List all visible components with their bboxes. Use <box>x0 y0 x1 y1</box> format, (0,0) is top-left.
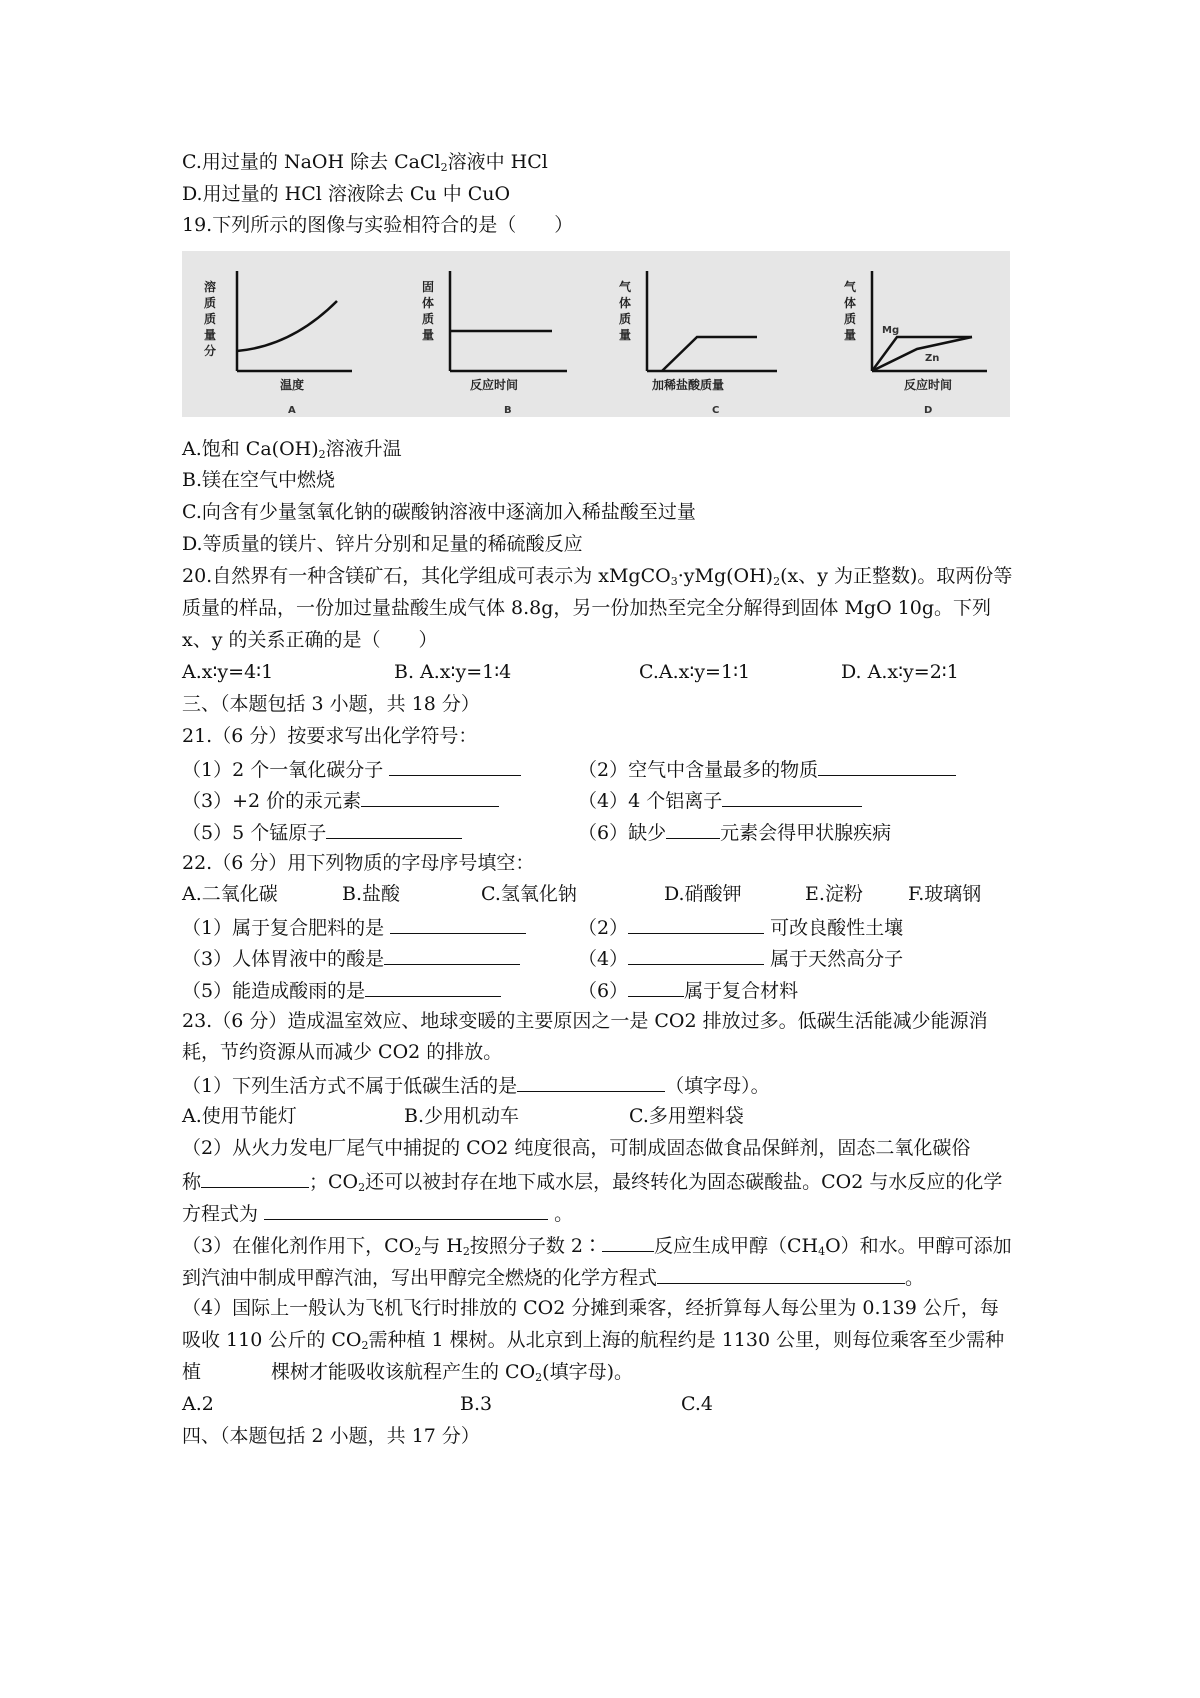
q21-row3: （5）5 个锰原子 （6）缺少 元素会得甲状腺疾病 <box>182 819 462 845</box>
q22-row3: （5）能造成酸雨的是 （6） 属于复合材料 <box>182 977 501 1003</box>
q20-line2: 质量的样品，一份加过量盐酸生成气体 8.8g，另一份加热至完全分解得到固体 MgO 10g。下列 <box>182 597 992 619</box>
q23-part4-line3: 植 棵树才能吸收该航程产生的 $CO_2$(填字母)。 <box>182 1361 633 1384</box>
q22-choice-a: A.二氧化碳 <box>182 883 278 905</box>
q19-option-d: D.等质量的镁片、锌片分别和足量的稀硫酸反应 <box>182 533 583 555</box>
q20-line1: 20.自然界有一种含镁矿石，其化学组成可表示为 $xMgCO_3\cdot yMg(OH)_2(x$、y 为正整数)。取两份等 <box>182 565 1013 588</box>
graph-d-ylabel: 气体质量 <box>844 280 857 342</box>
q23-part4-line2: 吸收 110 公斤的 $CO_2$需种植 1 棵树。从北京到上海的航程约是 1130 公里，则每位乘客至少需种 <box>182 1329 1005 1352</box>
q23-p1-option-c: C.多用塑料袋 <box>629 1105 744 1127</box>
q23-line1: 23.（6 分）造成温室效应、地球变暖的主要原因之一是 CO2 排放过多。低碳生活能减少能源消 <box>182 1010 988 1032</box>
q22-choice-f: F.玻璃钢 <box>908 883 982 905</box>
q22-choice-b: B.盐酸 <box>342 883 401 905</box>
answer-blank[interactable] <box>818 756 956 776</box>
q19-option-c: C.向含有少量氢氧化钠的碳酸钠溶液中逐滴加入稀盐酸至过量 <box>182 501 696 523</box>
q21-row2: （3）+2 价的汞元素 （4）4 个铝离子 <box>182 787 499 813</box>
answer-blank[interactable] <box>361 787 499 807</box>
answer-blank[interactable] <box>389 756 521 776</box>
q18-option-d: D.用过量的 HCl 溶液除去 Cu 中 CuO <box>182 183 511 205</box>
q20-option-a: A.x∶y=4∶1 <box>182 661 274 683</box>
answer-blank[interactable] <box>666 819 720 839</box>
q23-part2-line1: （2）从火力发电厂尾气中捕捉的 CO2 纯度很高，可制成固态做食品保鲜剂，固态二氧化碳俗 <box>182 1137 971 1159</box>
answer-blank[interactable] <box>384 945 520 965</box>
q22-choice-d: D.硝酸钾 <box>664 883 742 905</box>
section-4-heading: 四、（本题包括 2 小题，共 17 分） <box>182 1425 480 1447</box>
q19-option-b: B.镁在空气中燃烧 <box>182 469 336 491</box>
q20-line3: x、y 的关系正确的是（ ） <box>182 629 438 651</box>
answer-blank[interactable] <box>657 1264 905 1284</box>
q18-option-c: C.用过量的 NaOH 除去 CaCl$_2$溶液中 HCl <box>182 151 548 174</box>
q21-stem: 21.（6 分）按要求写出化学符号： <box>182 725 478 747</box>
answer-blank[interactable] <box>722 787 862 807</box>
q19-graphs-figure <box>182 251 1010 417</box>
answer-blank[interactable] <box>390 914 526 934</box>
q23-p1-option-b: B.少用机动车 <box>404 1105 520 1127</box>
answer-blank[interactable] <box>201 1168 309 1188</box>
graph-a-curve <box>237 301 337 351</box>
q20-option-b: B. A.x∶y=1∶4 <box>394 661 512 683</box>
answer-blank[interactable] <box>628 945 764 965</box>
q23-p1-option-a: A.使用节能灯 <box>182 1105 297 1127</box>
graph-c-line <box>662 337 757 371</box>
graph-c-ylabel: 气体质量 <box>619 280 632 342</box>
q23-p4-option-b: B.3 <box>460 1393 493 1415</box>
q23-part1: （1）下列生活方式不属于低碳生活的是 （填字母）。 <box>182 1072 770 1098</box>
q19-stem: 19.下列所示的图像与实验相符合的是（ ） <box>182 214 574 236</box>
answer-blank[interactable] <box>264 1200 548 1220</box>
graph-d-label: D <box>924 405 933 416</box>
graph-a-xlabel: 温度 <box>280 378 305 392</box>
graph-b-axes <box>450 271 567 371</box>
answer-blank[interactable] <box>602 1232 654 1252</box>
graph-b-ylabel: 固体质量 <box>422 280 435 342</box>
graph-a-ylabel: 溶质质量分 <box>204 280 217 358</box>
graph-d-tag-mg: Mg <box>882 325 900 336</box>
graph-c-axes <box>647 271 777 371</box>
answer-blank[interactable] <box>365 977 501 997</box>
answer-blank[interactable] <box>517 1072 665 1092</box>
q23-line2: 耗，节约资源从而减少 CO2 的排放。 <box>182 1041 503 1063</box>
q23-part3-line2: 到汽油中制成甲醇汽油，写出甲醇完全燃烧的化学方程式 。 <box>182 1264 924 1290</box>
q22-row2: （3）人体胃液中的酸是 （4） 属于天然高分子 <box>182 945 520 971</box>
answer-blank[interactable] <box>326 819 462 839</box>
q23-p4-option-c: C.4 <box>681 1393 713 1415</box>
q22-choice-e: E.淀粉 <box>805 883 863 905</box>
q20-option-d: D. A.x∶y=2∶1 <box>841 661 959 683</box>
graph-d-tag-zn: Zn <box>925 353 940 364</box>
q20-option-c: C.A.x∶y=1∶1 <box>639 661 751 683</box>
q23-part4-line1: （4）国际上一般认为飞机飞行时排放的 CO2 分摊到乘客，经折算每人每公里为 0.139 公斤，每 <box>182 1297 999 1319</box>
answer-blank[interactable] <box>628 914 764 934</box>
graph-b-label: B <box>504 405 512 416</box>
section-3-heading: 三、（本题包括 3 小题，共 18 分） <box>182 693 480 715</box>
graph-a-axes <box>237 271 352 371</box>
graph-c-label: C <box>712 405 720 416</box>
q19-option-a: A.饱和 $Ca(OH)_2$溶液升温 <box>182 438 402 461</box>
q21-row1: （1）2 个一氧化碳分子 （2）空气中含量最多的物质 <box>182 756 521 782</box>
graph-b-xlabel: 反应时间 <box>470 378 519 392</box>
q23-part2-line3: 方程式为 。 <box>182 1200 573 1226</box>
q19-graphs-svg <box>182 251 1010 417</box>
q23-part2-line2: 称 ；$CO_2$还可以被封存在地下咸水层，最终转化为固态碳酸盐。CO2 与水反应的化学 <box>182 1168 1002 1194</box>
graph-c-xlabel: 加稀盐酸质量 <box>652 378 725 392</box>
q22-choice-c: C.氢氧化钠 <box>481 883 577 905</box>
q22-stem: 22.（6 分）用下列物质的字母序号填空： <box>182 852 535 874</box>
q23-p4-option-a: A.2 <box>182 1393 214 1415</box>
graph-d-line-zn <box>872 337 972 371</box>
answer-blank[interactable] <box>628 977 684 997</box>
graph-a-label: A <box>288 405 296 416</box>
graph-d-line-mg <box>872 337 972 371</box>
q23-part3-line1: （3）在催化剂作用下，$CO_2$与 $H_2$按照分子数 2∶ 反应生成甲醇$(CH_4O)$和水。甲醇可添加 <box>182 1232 1012 1258</box>
q22-row1: （1）属于复合肥料的是 （2） 可改良酸性土壤 <box>182 914 526 940</box>
graph-d-xlabel: 反应时间 <box>904 378 953 392</box>
